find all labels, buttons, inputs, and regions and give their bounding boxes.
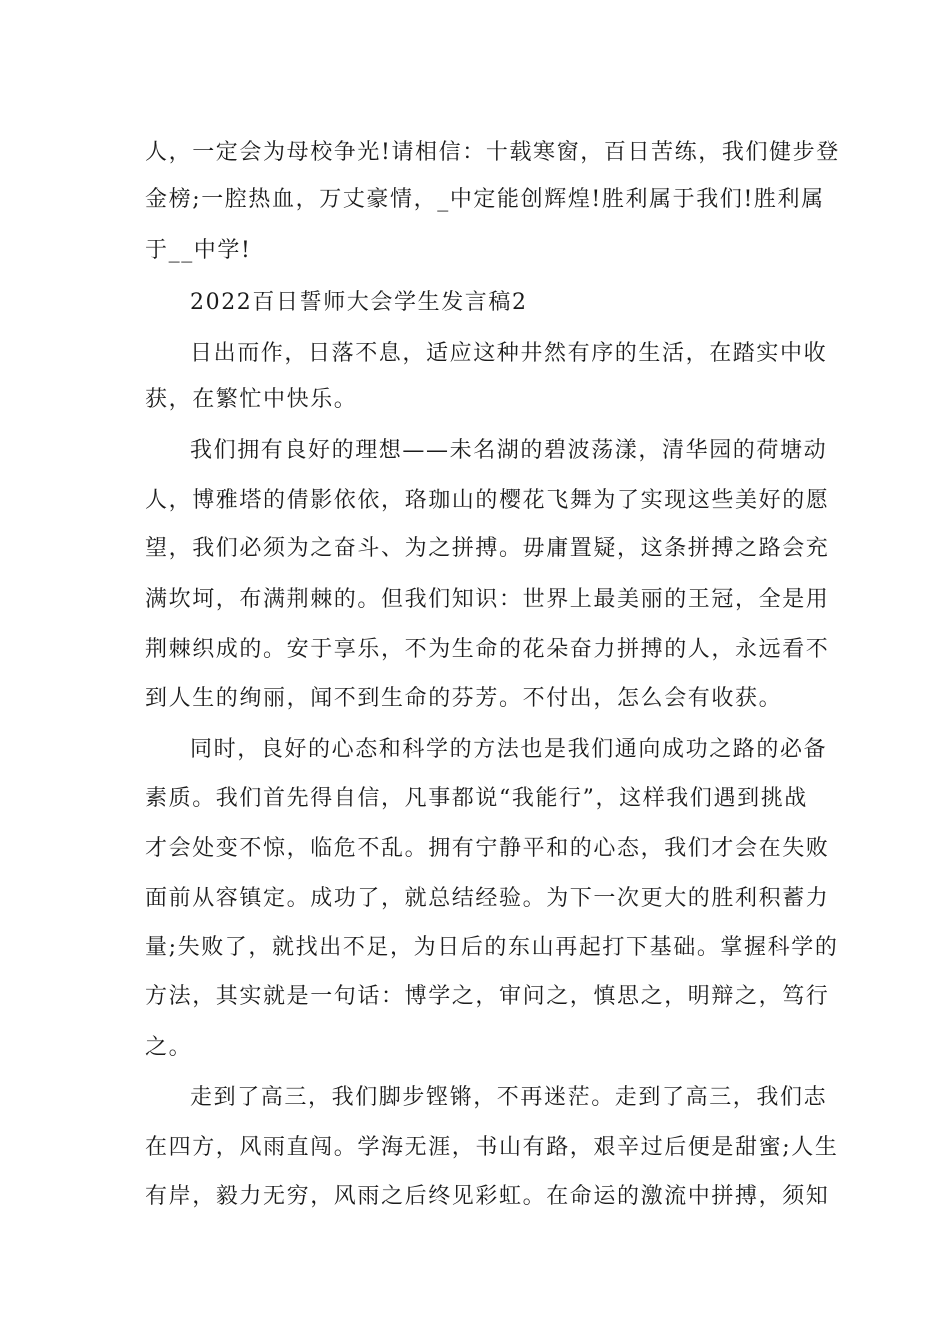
text-line: 素质。我们首先得自信，凡事都说“我能行”，这样我们遇到挑战 — [145, 786, 808, 811]
text-line: 走到了高三，我们脚步铿锵，不再迷茫。走到了高三，我们志 — [190, 1085, 828, 1110]
text-line: 才会处变不惊，临危不乱。拥有宁静平和的心态，我们才会在失败 — [145, 836, 830, 861]
text-line: 量;失败了，就找出不足，为日后的东山再起打下基础。掌握科学的 — [145, 935, 839, 960]
text-line: 望，我们必须为之奋斗、为之拼搏。毋庸置疑，这条拼搏之路会充 — [145, 536, 830, 561]
text-line: 到人生的绚丽，闻不到生命的芬芳。不付出，怎么会有收获。 — [145, 686, 783, 711]
text-line: 我们拥有良好的理想——未名湖的碧波荡漾，清华园的荷塘动 — [190, 438, 828, 463]
text-line: 获，在繁忙中快乐。 — [145, 387, 358, 412]
text-line: 人，博雅塔的倩影依依，珞珈山的樱花飞舞为了实现这些美好的愿 — [145, 488, 830, 513]
text-line: 金榜;一腔热血，万丈豪情，_中定能创辉煌!胜利属于我们!胜利属 — [145, 187, 825, 212]
section-heading: 2022百日誓师大会学生发言稿2 — [190, 290, 528, 315]
text-line: 于__中学! — [145, 238, 252, 263]
text-line: 日出而作，日落不息，适应这种井然有序的生活，在踏实中收 — [190, 341, 828, 366]
text-line: 在四方，风雨直闯。学海无涯，书山有路，艰辛过后便是甜蜜;人生 — [145, 1135, 839, 1160]
text-line: 人，一定会为母校争光!请相信：十载寒窗，百日苦练，我们健步登 — [145, 140, 840, 165]
text-line: 荆棘织成的。安于享乐，不为生命的花朵奋力拼搏的人，永远看不 — [145, 637, 830, 662]
text-line: 方法，其实就是一句话：博学之，审问之，慎思之，明辩之，笃行 — [145, 984, 830, 1009]
text-line: 有岸，毅力无穷，风雨之后终见彩虹。在命运的激流中拼搏，须知 — [145, 1184, 830, 1209]
text-line: 之。 — [145, 1035, 193, 1060]
text-line: 满坎坷，布满荆棘的。但我们知识：世界上最美丽的王冠，全是用 — [145, 587, 830, 612]
text-line: 面前从容镇定。成功了，就总结经验。为下一次更大的胜利积蓄力 — [145, 886, 830, 911]
text-line: 同时，良好的心态和科学的方法也是我们通向成功之路的必备 — [190, 737, 828, 762]
